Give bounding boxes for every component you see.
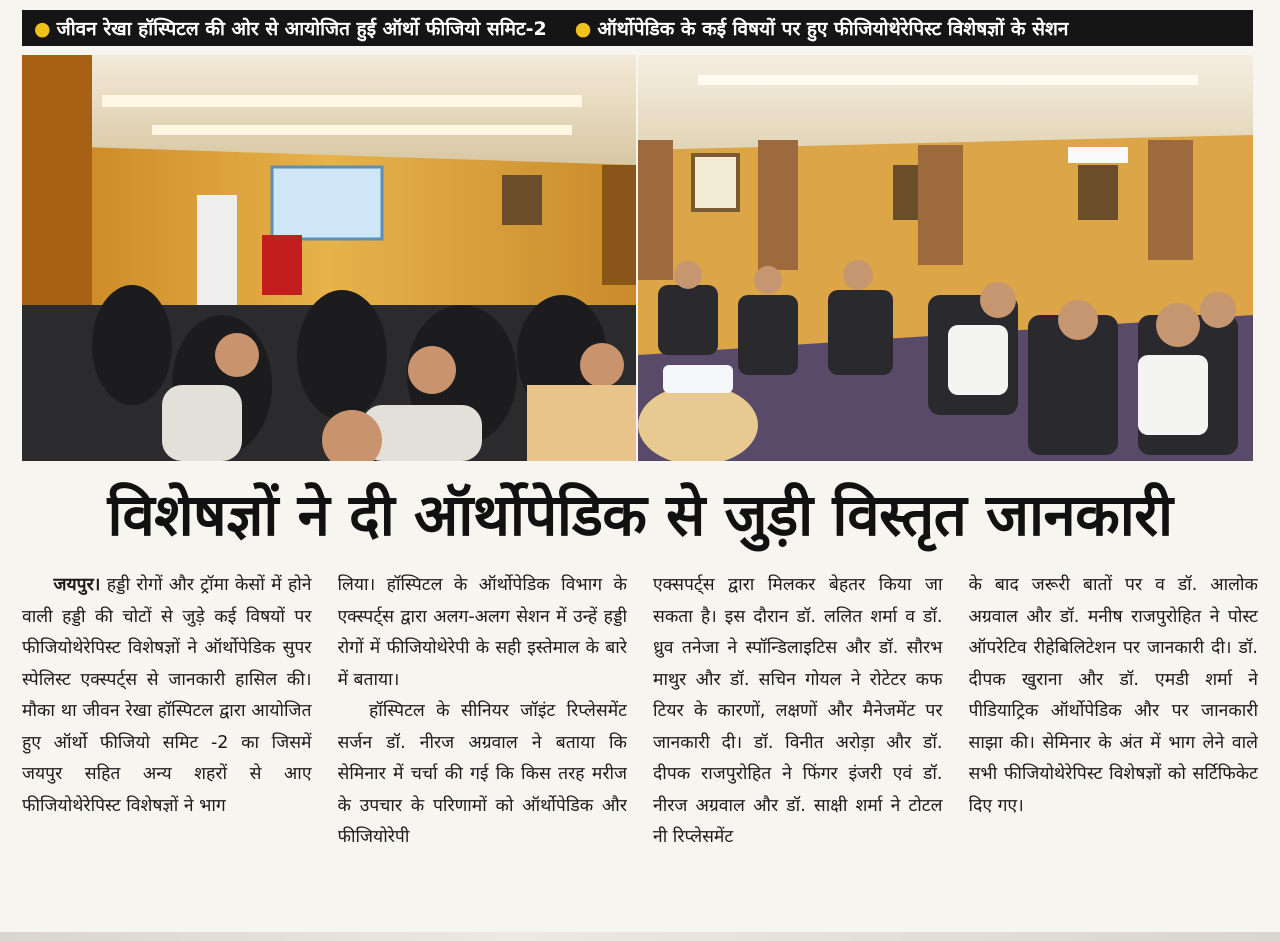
seminar-photo-right-image — [638, 55, 1253, 461]
top-bar-text: जीवन रेखा हॉस्पिटल की ओर से आयोजित हुई ऑर्थो फीजियो समिट-2 — [56, 18, 547, 40]
seminar-photo-left-image — [22, 55, 636, 461]
top-bar-item — [34, 15, 547, 41]
top-news-bar — [22, 10, 1253, 46]
paragraph-text: हड्डी रोगों और ट्रॉमा केसों में होने वाली हड्डी की चोटों से जुड़े कई विषयों पर फीजियोथेरेपिस्ट विशेषज्ञों ने ऑर्थोपेडिक सुपर स्पेलिस्ट एक्स्पर्ट्स से जानकारी हासिल की। मौका था जीवन रेखा हॉस्पिटल द्वारा आयोजित हुए ऑर्थो फीजियो समिट -2 का जिसमें जयपुर सहित अन्य शहरों से आए फीजियोथेरेपिस्ट विशेषज्ञों ने भाग — [22, 575, 312, 816]
main-headline: विशेषज्ञों ने दी ऑर्थोपेडिक से जुड़ी विस्तृत जानकारी — [107, 481, 1173, 549]
top-bar-item — [575, 15, 1069, 41]
article-body — [22, 570, 1258, 920]
page-bottom-edge — [0, 932, 1280, 941]
article-paragraph: लिया। हॉस्पिटल के ऑर्थोपेडिक विभाग के एक्स्पर्ट्स द्वारा अलग-अलग सेशन में उन्हें हड्डी रोगों में फीजियोथेरेपी के सही इस्तेमाल के बारे में बताया। — [337, 575, 627, 690]
article-paragraph — [22, 570, 312, 822]
article-column-3 — [653, 570, 943, 920]
seminar-photo-right — [638, 55, 1253, 461]
article-paragraph: के बाद जरूरी बातों पर व डॉ. आलोक अग्रवाल और डॉ. मनीष राजपुरोहित ने पोस्ट ऑपरेटिव रीहेबिलिटेशन पर जानकारी दी। डॉ. दीपक खुराना और डॉ. एमडी शर्मा ने पीडियाट्रिक ऑर्थोपेडिक और पर जानकारी साझा की। सेमिनार के अंत में भाग लेने वाले सभी फीजियोथेरेपिस्ट विशेषज्ञों को सर्टिफिकेट दिए गए। — [968, 575, 1258, 816]
top-bar-text: ऑर्थोपेडिक के कई विषयों पर हुए फीजियोथेरेपिस्ट विशेषज्ञों के सेशन — [597, 18, 1069, 40]
article-column-2 — [338, 570, 628, 920]
bullet-icon: ● — [574, 18, 592, 40]
article-paragraph: एक्सपर्ट्स द्वारा मिलकर बेहतर किया जा सकता है। इस दौरान डॉ. ललित शर्मा व डॉ. ध्रुव तनेजा ने स्पॉन्डिलाइटिस और डॉ. सौरभ माथुर और डॉ. सचिन गोयल ने रोटेटर कफ टियर के कारणों, लक्षणों और मैनेजमेंट पर जानकारी दी। डॉ. विनीत अरोड़ा और डॉ. दीपक राजपुरोहित ने फिंगर इंजरी एवं डॉ. नीरज अग्रवाल और डॉ. साक्षी शर्मा ने टोटल नी रिप्लेसमेंट — [653, 575, 943, 847]
article-paragraph: हॉस्पिटल के सीनियर जॉइंट रिप्लेसमेंट सर्जन डॉ. नीरज अग्रवाल ने बताया कि सेमिनार में चर्चा की गई कि किस तरह मरीज के उपचार के परिणामों को ऑर्थोपेडिक और फीजियोरेपी — [337, 701, 627, 847]
article-column-1 — [22, 570, 312, 920]
article-column-4 — [969, 570, 1259, 920]
seminar-photo-left — [22, 55, 636, 461]
bullet-icon: ● — [34, 18, 51, 40]
dateline: जयपुर। — [53, 575, 101, 595]
